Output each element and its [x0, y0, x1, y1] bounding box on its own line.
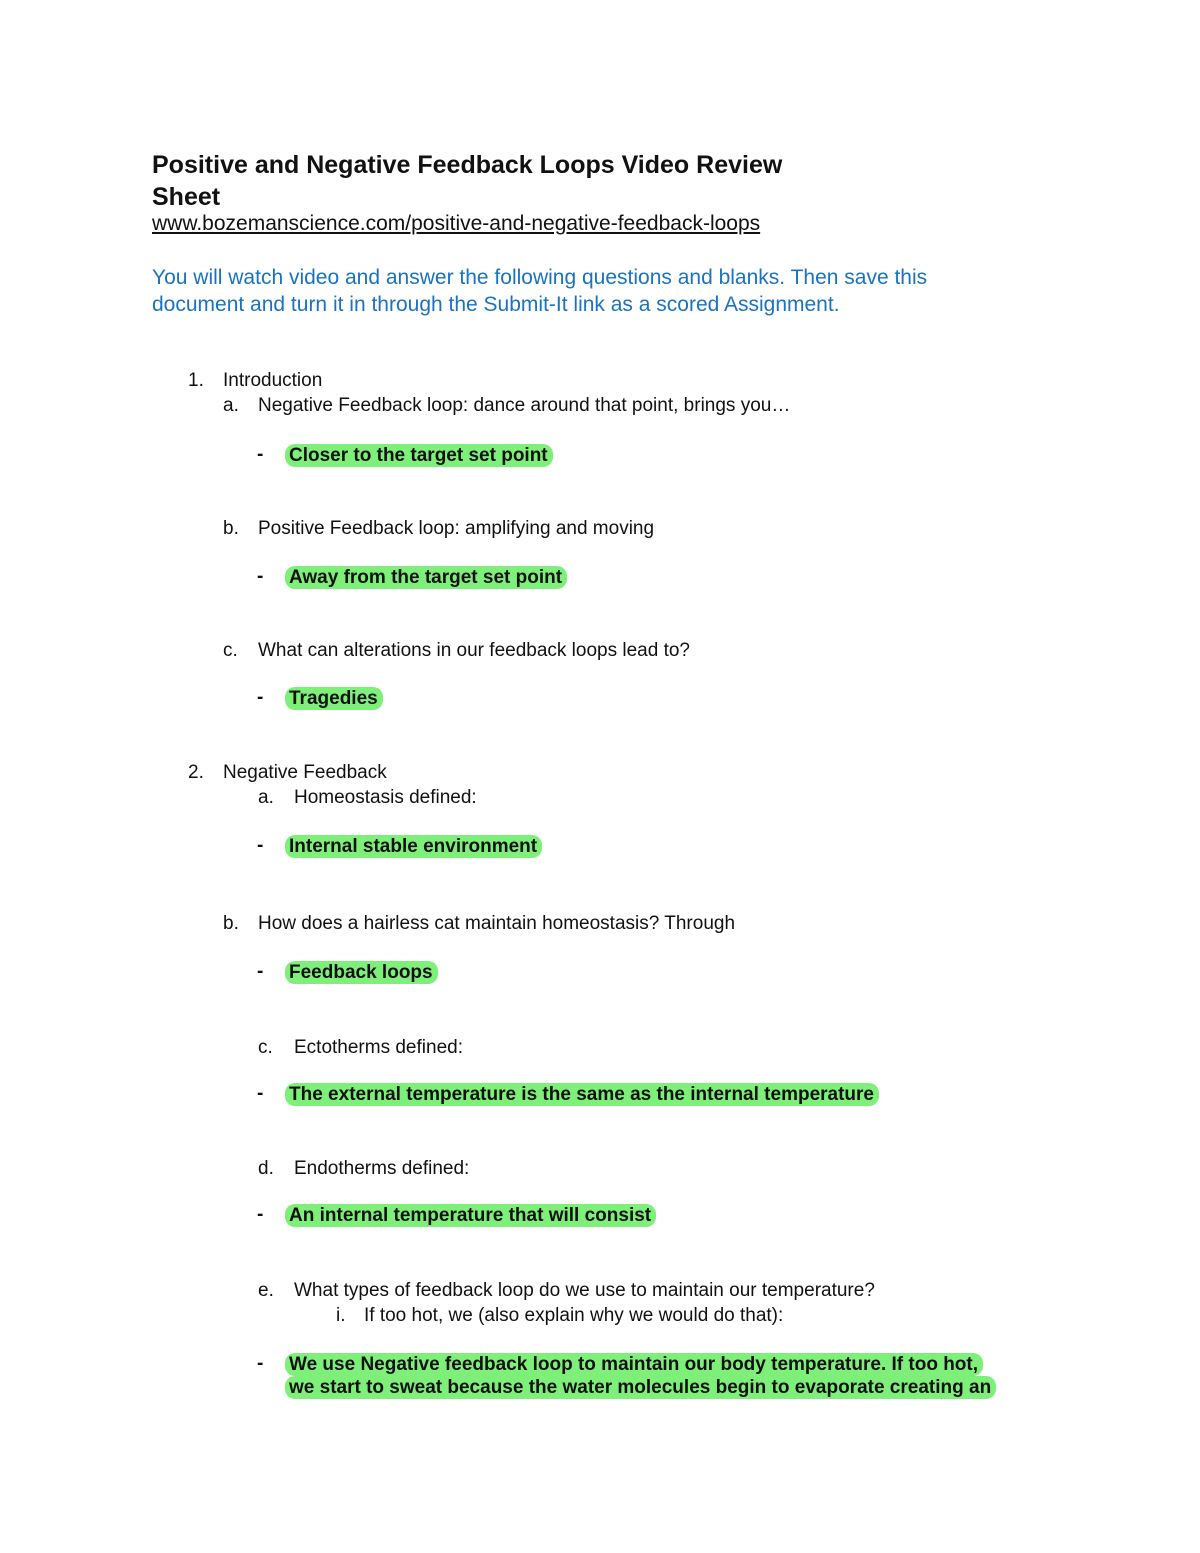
question-text: Ectotherms defined:: [294, 1037, 463, 1058]
answer-dash: -: [257, 1204, 264, 1225]
item-letter: a.: [258, 787, 274, 808]
question-text: What types of feedback loop do we use to maintain our temperature?: [294, 1280, 875, 1301]
question-text: What can alterations in our feedback loops lead to?: [258, 640, 690, 661]
answer-highlight: Feedback loops: [285, 961, 438, 984]
item-letter: c.: [223, 640, 238, 661]
question-text: Positive Feedback loop: amplifying and moving: [258, 518, 655, 539]
answer-highlight: Away from the target set point: [285, 566, 567, 589]
question-text: Negative Feedback loop: dance around that point, brings you…: [258, 395, 791, 416]
item-letter: b.: [223, 913, 239, 934]
section-number: 2.: [188, 762, 204, 783]
answer-highlight-line-2: we start to sweat because the water molecules begin to evaporate creating an: [285, 1376, 996, 1399]
answer-highlight: Closer to the target set point: [285, 444, 553, 467]
instructions-line-1: You will watch video and answer the following questions and blanks. Then save this: [152, 266, 928, 289]
question-text: Endotherms defined:: [294, 1158, 470, 1179]
answer-highlight: Internal stable environment: [285, 835, 542, 858]
answer-dash: -: [257, 835, 264, 856]
subquestion-text: If too hot, we (also explain why we would do that):: [364, 1305, 784, 1326]
section-number: 1.: [188, 370, 204, 391]
answer-highlight-line-1: We use Negative feedback loop to maintain our body temperature. If too hot,: [285, 1353, 983, 1376]
item-letter: e.: [258, 1280, 274, 1301]
item-letter: c.: [258, 1037, 273, 1058]
answer-dash: -: [257, 444, 264, 465]
document-title-line-2: Sheet: [152, 183, 221, 211]
answer-dash: -: [257, 961, 264, 982]
question-text: Homeostasis defined:: [294, 787, 477, 808]
section-heading: Negative Feedback: [223, 762, 387, 783]
question-text: How does a hairless cat maintain homeostasis? Through: [258, 913, 736, 934]
answer-highlight: Tragedies: [285, 687, 383, 710]
answer-dash: -: [257, 1353, 264, 1374]
answer-dash: -: [257, 566, 264, 587]
answer-dash: -: [257, 1083, 264, 1104]
item-letter: b.: [223, 518, 239, 539]
item-letter: d.: [258, 1158, 274, 1179]
answer-highlight: An internal temperature that will consist: [285, 1204, 656, 1227]
source-link[interactable]: www.bozemanscience.com/positive-and-negative-feedback-loops: [152, 212, 761, 235]
answer-highlight: The external temperature is the same as the internal temperature: [285, 1083, 879, 1106]
answer-dash: -: [257, 687, 264, 708]
item-letter: a.: [223, 395, 239, 416]
document-title-line-1: Positive and Negative Feedback Loops Video Review: [152, 151, 783, 179]
subitem-number: i.: [336, 1305, 346, 1326]
instructions-line-2: document and turn it in through the Submit-It link as a scored Assignment.: [152, 293, 840, 316]
section-heading: Introduction: [223, 370, 323, 391]
